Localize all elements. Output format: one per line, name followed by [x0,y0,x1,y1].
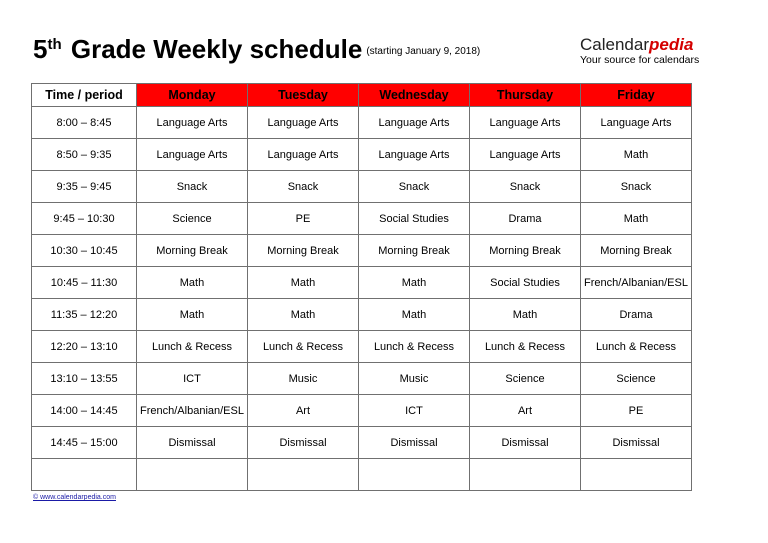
subject-cell: Language Arts [137,139,248,171]
subject-cell: Math [581,203,692,235]
subject-cell: Language Arts [359,139,470,171]
page-title [33,34,480,67]
table-row [32,267,692,299]
table-row [32,299,692,331]
logo-tagline: Your source for calendars [580,54,700,66]
subject-cell: Dismissal [248,427,359,459]
subject-cell: Morning Break [581,235,692,267]
time-period-cell: 9:45 – 10:30 [32,203,137,235]
subject-cell: Math [137,267,248,299]
subject-cell: Science [470,363,581,395]
header-day-tuesday: Tuesday [248,84,359,107]
time-period-cell: 10:45 – 11:30 [32,267,137,299]
header-day-monday: Monday [137,84,248,107]
title-text: Grade Weekly schedule [70,34,363,64]
table-row [32,459,692,491]
table-row [32,235,692,267]
subject-cell: Snack [581,171,692,203]
subject-cell: Drama [470,203,581,235]
subject-cell: Lunch & Recess [359,331,470,363]
header-time-period: Time / period [32,84,137,107]
table-row [32,139,692,171]
subject-cell: French/Albanian/ESL [581,267,692,299]
subject-cell: Lunch & Recess [581,331,692,363]
subject-cell: Math [359,267,470,299]
subject-cell: Language Arts [359,107,470,139]
subject-cell: Language Arts [470,107,581,139]
subject-cell: Snack [137,171,248,203]
subject-cell: Social Studies [470,267,581,299]
header-day-thursday: Thursday [470,84,581,107]
subject-cell: Math [581,139,692,171]
subject-cell: Dismissal [581,427,692,459]
footer-copyright-link[interactable]: © www.calendarpedia.com [33,494,116,501]
title-subtitle: (starting January 9, 2018) [366,46,481,57]
subject-cell [359,459,470,491]
subject-cell: Language Arts [470,139,581,171]
time-period-cell: 10:30 – 10:45 [32,235,137,267]
subject-cell: Lunch & Recess [248,331,359,363]
subject-cell: Snack [248,171,359,203]
subject-cell: Language Arts [137,107,248,139]
subject-cell: Music [248,363,359,395]
subject-cell: French/Albanian/ESL [137,395,248,427]
subject-cell: Music [359,363,470,395]
subject-cell: Math [359,299,470,331]
table-header-row [32,84,692,107]
table-row [32,363,692,395]
subject-cell: Morning Break [359,235,470,267]
table-body [32,107,692,491]
subject-cell: Drama [581,299,692,331]
table-row [32,171,692,203]
calendarpedia-logo [580,36,699,66]
subject-cell: Morning Break [137,235,248,267]
time-period-cell [32,459,137,491]
subject-cell [248,459,359,491]
subject-cell: Math [137,299,248,331]
time-period-cell: 12:20 – 13:10 [32,331,137,363]
subject-cell: Social Studies [359,203,470,235]
subject-cell: Science [581,363,692,395]
subject-cell [470,459,581,491]
time-period-cell: 9:35 – 9:45 [32,171,137,203]
subject-cell: Math [470,299,581,331]
subject-cell: Morning Break [470,235,581,267]
subject-cell: PE [248,203,359,235]
subject-cell [581,459,692,491]
subject-cell: Dismissal [137,427,248,459]
subject-cell [137,459,248,491]
time-period-cell: 8:50 – 9:35 [32,139,137,171]
subject-cell: Art [248,395,359,427]
table-row [32,331,692,363]
time-period-cell: 14:00 – 14:45 [32,395,137,427]
table-row [32,427,692,459]
subject-cell: Lunch & Recess [470,331,581,363]
subject-cell: Morning Break [248,235,359,267]
subject-cell: Dismissal [470,427,581,459]
time-period-cell: 13:10 – 13:55 [32,363,137,395]
logo-name-accent: pedia [649,35,694,54]
table-row [32,203,692,235]
subject-cell: ICT [359,395,470,427]
time-period-cell: 14:45 – 15:00 [32,427,137,459]
subject-cell: Language Arts [581,107,692,139]
header-day-wednesday: Wednesday [359,84,470,107]
subject-cell: Language Arts [248,139,359,171]
time-period-cell: 8:00 – 8:45 [32,107,137,139]
logo-name-plain: Calendar [580,35,649,54]
weekly-schedule-table [31,83,692,491]
title-ordinal-suffix: th [47,36,62,53]
subject-cell: Science [137,203,248,235]
header-day-friday: Friday [581,84,692,107]
logo-name [580,36,699,54]
subject-cell: Math [248,299,359,331]
title-grade-number: 5 [33,34,48,64]
subject-cell: Lunch & Recess [137,331,248,363]
subject-cell: Language Arts [248,107,359,139]
subject-cell: Math [248,267,359,299]
table-row [32,107,692,139]
subject-cell: ICT [137,363,248,395]
subject-cell: Snack [470,171,581,203]
subject-cell: Snack [359,171,470,203]
table-row [32,395,692,427]
subject-cell: Dismissal [359,427,470,459]
subject-cell: PE [581,395,692,427]
subject-cell: Art [470,395,581,427]
time-period-cell: 11:35 – 12:20 [32,299,137,331]
